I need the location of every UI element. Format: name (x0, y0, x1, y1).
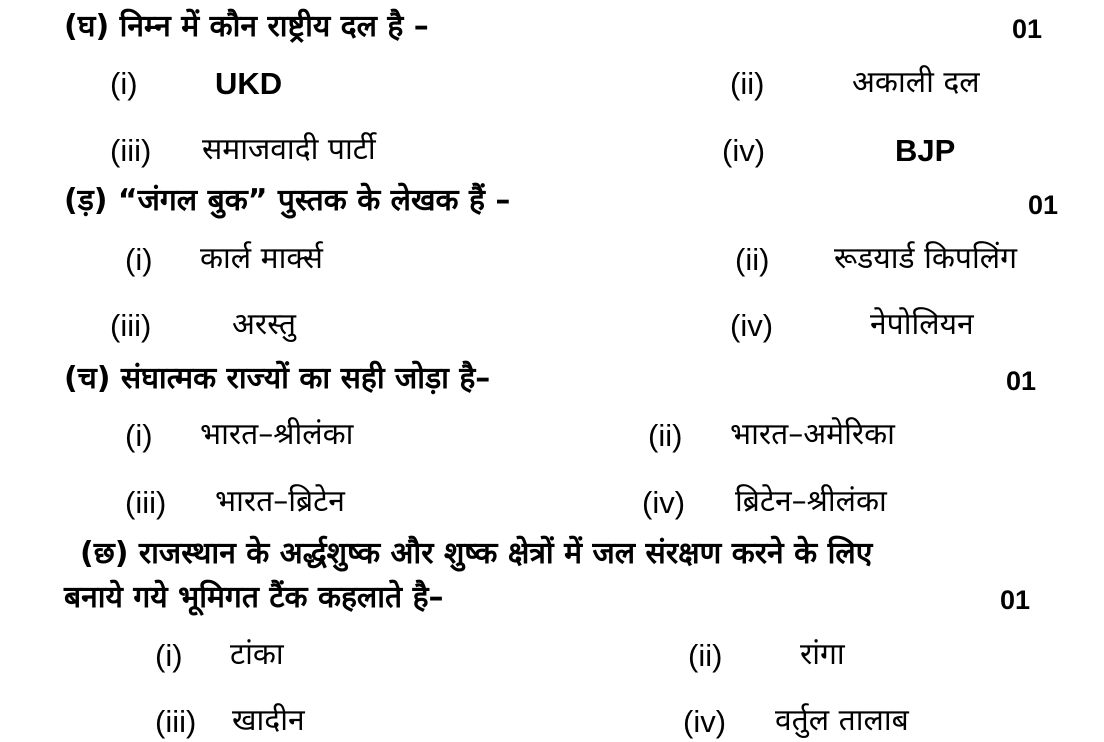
marks-label: 01 (1012, 14, 1043, 44)
option-numeral: (iv) (642, 485, 686, 520)
option-numeral: (ii) (730, 66, 765, 101)
option-text: BJP (895, 133, 956, 168)
option-text: नेपोलियन (870, 307, 974, 342)
option-numeral: (i) (110, 66, 138, 101)
option-text: टांका (230, 637, 284, 672)
option-numeral: (iv) (683, 704, 727, 739)
option-text: भारत–ब्रिटेन (215, 484, 345, 519)
option-numeral: (iv) (730, 308, 774, 343)
question-stem: (ड़) “जंगल बुक” पुस्तक के लेखक हैं – (64, 183, 511, 218)
option-text: भारत–अमेरिका (730, 417, 895, 452)
option-text: समाजवादी पार्टी (202, 132, 376, 167)
option-text: खादीन (232, 703, 305, 738)
option-numeral: (i) (125, 242, 153, 277)
option-numeral: (iii) (155, 704, 197, 739)
question-stem-line-2: बनाये गये भूमिगत टैंक कहलाते है– (64, 580, 444, 615)
option-numeral: (iii) (110, 308, 152, 343)
option-text: अरस्तु (232, 307, 296, 342)
option-text: UKD (215, 66, 283, 101)
option-numeral: (ii) (735, 242, 770, 277)
marks-label: 01 (1000, 585, 1031, 615)
question-stem: (च) संघात्मक राज्यों का सही जोड़ा है– (64, 361, 491, 396)
option-text: भारत–श्रीलंका (200, 417, 354, 452)
option-numeral: (i) (125, 418, 153, 453)
question-stem: (घ) निम्न में कौन राष्ट्रीय दल है – (64, 9, 429, 44)
option-text: रांगा (800, 637, 845, 672)
option-text: ब्रिटेन–श्रीलंका (735, 484, 887, 519)
question-stem-line-1: (छ) राजस्थान के अर्द्धशुष्क और शुष्क क्षेत्रों में जल संरक्षण करने के लिए (80, 536, 873, 571)
option-numeral: (iii) (125, 485, 167, 520)
option-text: वर्तुल तालाब (775, 703, 909, 738)
option-text: रूडयार्ड किपलिंग (834, 241, 1017, 276)
marks-label: 01 (1028, 190, 1059, 220)
option-numeral: (iv) (722, 133, 766, 168)
marks-label: 01 (1006, 366, 1037, 396)
option-numeral: (ii) (648, 418, 683, 453)
option-text: कार्ल मार्क्स (200, 241, 323, 276)
option-text: अकाली दल (852, 65, 980, 100)
option-numeral: (i) (155, 638, 183, 673)
option-numeral: (iii) (110, 133, 152, 168)
option-numeral: (ii) (688, 638, 723, 673)
